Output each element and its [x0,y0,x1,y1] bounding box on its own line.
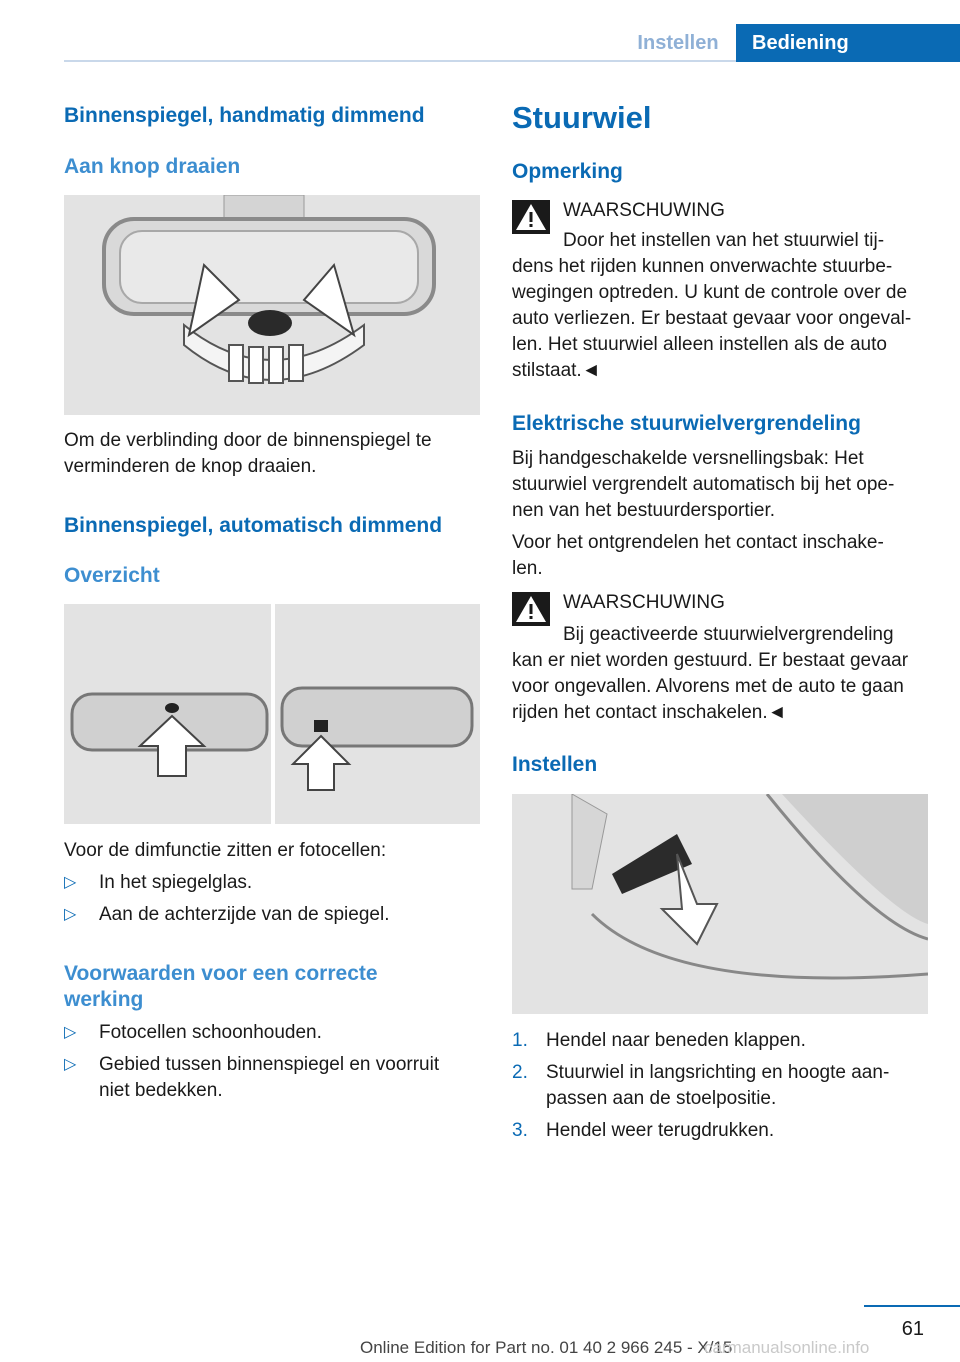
paragraph-manual-l1: Om de verblinding door de binnenspiegel te [64,430,432,451]
heading-steering-wheel: Stuurwiel [512,100,652,135]
list-item-continuation: niet bedekken. [99,1080,223,1101]
list-item: ▷ Gebied tussen binnenspiegel en voorruit [64,1052,484,1078]
paragraph-lock-l1: Bij handgeschakelde versnellingsbak: Het [512,448,864,469]
bullet-icon: ▷ [64,1056,77,1073]
paragraph-manual-l2: verminderen de knop draaien. [64,456,317,477]
warning-text-l5: len. Het stuurwiel alleen instellen als de auto [512,334,887,355]
footer-watermark: carmanualsonline.info [704,1338,870,1357]
list-item: ▷ Fotocellen schoonhouden. [64,1020,484,1046]
warning-title: WAARSCHUWING [563,200,725,221]
subheading-turn-knob: Aan knop draaien [64,155,241,178]
subheading-conditions-l2: werking [64,988,144,1011]
heading-manual-dimming: Binnenspiegel, handmatig dimmend [64,104,425,127]
figure-mirror-knob [64,195,480,415]
warning-text-l3: voor ongevallen. Alvorens met de auto te gaan [512,676,904,697]
figure-steering-lever [512,794,928,1014]
bullet-icon: ▷ [64,1024,77,1041]
warning-text-l4: rijden het contact inschakelen.◄ [512,702,787,723]
figure-photocells [64,604,480,824]
subheading-note: Opmerking [512,160,623,183]
paragraph-lock-l2: stuurwiel vergrendelt automatisch bij het ope- [512,474,895,495]
subheading-conditions-l1: Voorwaarden voor een correcte [64,962,378,985]
tab-instellen[interactable]: Instellen [637,32,719,54]
warning-text-l4: auto verliezen. Er bestaat gevaar voor ongeval- [512,308,912,329]
step-item: 2. Stuurwiel in langsrichting en hoogte aan- [512,1062,890,1083]
warning-text-l1: Door het instellen van het stuurwiel tij- [563,230,885,251]
warning-icon [512,200,550,234]
photocell-illustration [64,604,480,824]
footer-edition: Online Edition for Part no. 01 40 2 966 245 - X/15 [360,1338,733,1357]
warning-icon [512,592,550,626]
tab-bediening[interactable]: Bediening [736,24,960,62]
bullet-icon: ▷ [64,906,77,923]
footer-rule [864,1305,960,1307]
warning-text-l1: Bij geactiveerde stuurwielvergrendeling [563,624,894,645]
subheading-adjust: Instellen [512,753,598,776]
subheading-overview: Overzicht [64,564,160,587]
paragraph-unlock-l1: Voor het ontgrendelen het contact inschake- [512,532,884,553]
list-item: ▷ In het spiegelglas. [64,870,484,896]
warning-text-l2: dens het rijden kunnen onverwachte stuurbe- [512,256,893,277]
warning-text-l2: kan er niet worden gestuurd. Er bestaat gevaar [512,650,909,671]
warning-text-l6: stilstaat.◄ [512,360,601,381]
list-item: ▷ Aan de achterzijde van de spiegel. [64,902,484,928]
heading-auto-dimming: Binnenspiegel, automatisch dimmend [64,514,443,537]
paragraph-photocells: Voor de dimfunctie zitten er fotocellen: [64,840,387,861]
subheading-steering-lock: Elektrische stuurwielvergrendeling [512,412,861,435]
page-number: 61 [901,1318,924,1340]
bullet-icon: ▷ [64,874,77,891]
step-item-continuation: passen aan de stoelpositie. [546,1088,777,1109]
steering-lever-illustration [512,794,928,1014]
mirror-knob-illustration [64,195,480,415]
warning-title: WAARSCHUWING [563,592,725,613]
step-item: 1. Hendel naar beneden klappen. [512,1030,806,1051]
paragraph-unlock-l2: len. [512,558,543,579]
paragraph-lock-l3: nen van het bestuurdersportier. [512,500,776,521]
step-item: 3. Hendel weer terugdrukken. [512,1120,775,1141]
warning-text-l3: wegingen optreden. U kunt de controle over de [512,282,908,303]
